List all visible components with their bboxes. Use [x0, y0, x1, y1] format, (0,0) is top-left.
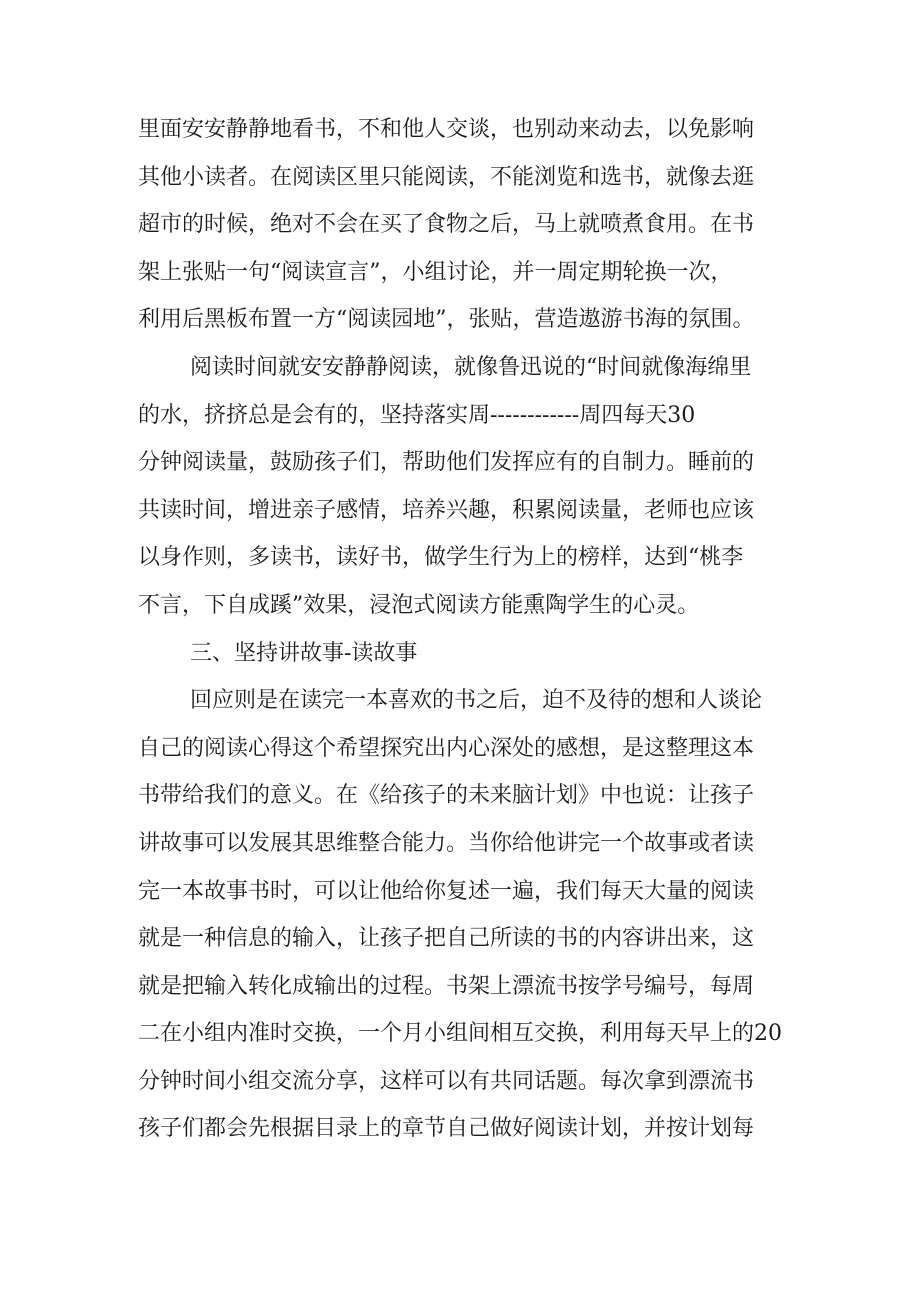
text-line: 分钟阅读量，鼓励孩子们，帮助他们发挥应有的自制力。睡前的: [138, 450, 755, 476]
text-line: 二在小组内准时交换，一个月小组间相互交换，利用每天早上的20: [138, 1021, 782, 1047]
text-line: 自己的阅读心得这个希望探究出内心深处的感想，是这整理这本: [138, 735, 755, 761]
text-line: 回应则是在读完一本喜欢的书之后，迫不及待的想和人谈论: [190, 688, 763, 714]
text-line: 就是把输入转化成输出的过程。书架上漂流书按学号编号，每周: [138, 973, 755, 999]
text-line: 完一本故事书时，可以让他给你复述一遍，我们每天大量的阅读: [138, 878, 755, 904]
text-line: 讲故事可以发展其思维整合能力。当你给他讲完一个故事或者读: [138, 830, 755, 856]
text-line: 共读时间，增进亲子感情，培养兴趣，积累阅读量，老师也应该: [138, 497, 755, 523]
document-body: [138, 106, 808, 1153]
text-line: 超市的时候，绝对不会在买了食物之后，马上就喷煮食用。在书: [138, 212, 755, 238]
text-line: 利用后黑板布置一方“阅读园地”，张贴，营造遨游书海的氛围。: [138, 307, 755, 333]
section-heading: 三、坚持讲故事-读故事: [190, 640, 418, 666]
text-line: 分钟时间小组交流分享，这样可以有共同话题。每次拿到漂流书: [138, 1068, 755, 1094]
text-line: 阅读时间就安安静静阅读，就像鲁迅说的“时间就像海绵里: [190, 354, 752, 380]
text-line: 不言，下自成蹊”效果，浸泡式阅读方能熏陶学生的心灵。: [138, 592, 700, 618]
text-line: 以身作则，多读书，读好书，做学生行为上的榜样，达到“桃李: [138, 545, 744, 571]
text-line: 就是一种信息的输入，让孩子把自己所读的书的内容讲出来，这: [138, 926, 755, 952]
text-line: 的水，挤挤总是会有的，坚持落实周------------周四每天30: [138, 402, 696, 428]
text-line: 书带给我们的意义。在《给孩子的未来脑计划》中也说：让孩子: [138, 783, 755, 809]
text-line: 里面安安静静地看书，不和他人交谈，也别动来动去，以免影响: [138, 117, 755, 142]
text-line: 其他小读者。在阅读区里只能阅读，不能浏览和选书，就像去逛: [138, 164, 755, 190]
text-line: 架上张贴一句“阅读宣言”，小组讨论，并一周定期轮换一次，: [138, 259, 733, 285]
text-line: 孩子们都会先根据目录上的章节自己做好阅读计划，并按计划每: [138, 1116, 755, 1142]
